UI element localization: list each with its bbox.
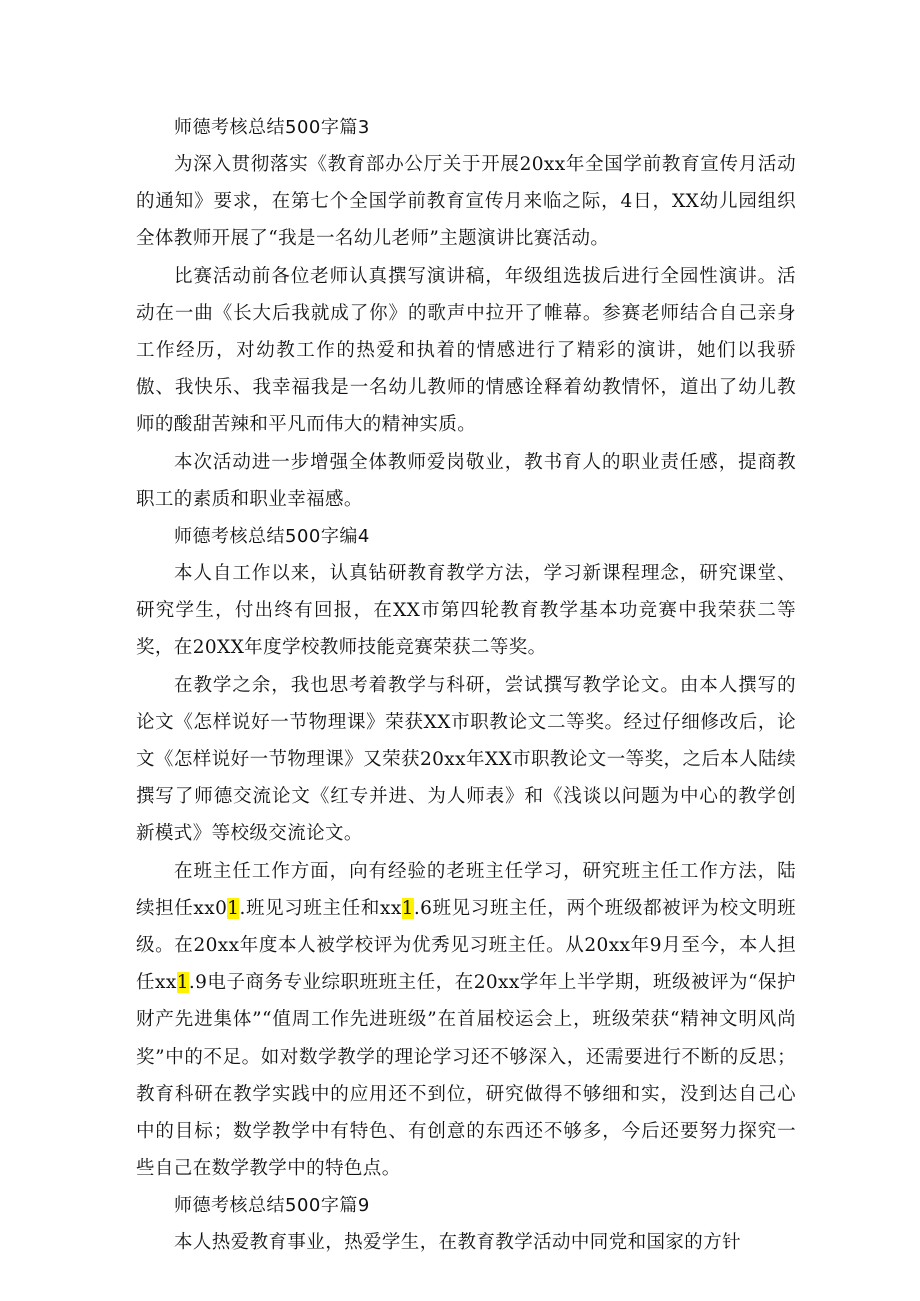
highlighted-paragraph xyxy=(136,853,796,1188)
text-run: .9电子商务专业综职班班主任，在20xx学年上半学期，班级被评为“保护财产先进集体”“值周工作先进班级”在首届校运会上，班级荣获“精神文明风尚奖”中的不足。如对数学教学的理论学习还不够深入，还需要进行不断的反思；教育科研在教学实践中的应用还不到位，研究做得不够细和实，没到达自己心中的目标；数学教学中有特色、有创意的东西还不够多，今后还要努力探究一些自己在数学教学中的特色点。 xyxy=(136,972,796,1180)
paragraph: 本人自工作以来，认真钻研教育教学方法，学习新课程理念，研究课堂、研究学生，付出终有回报，在XX市第四轮教育教学基本功竞赛中我荣获二等奖，在20XX年度学校教师技能竞赛荣获二等奖。 xyxy=(136,563,796,659)
paragraph: 为深入贯彻落实《教育部办公厅关于开展20xx年全国学前教育宣传月活动的通知》要求，在第七个全国学前教育宣传月来临之际，4日，XX幼儿园组织全体教师开展了“我是一名幼儿老师”主题演讲比赛活动。 xyxy=(136,154,796,250)
paragraph: 在教学之余，我也思考着教学与科研，尝试撰写教学论文。由本人撰写的论文《怎样说好一节物理课》荣获XX市职教论文二等奖。经过仔细修改后，论文《怎样说好一节物理课》又荣获20xx年XX市职教论文一等奖，之后本人陆续撰写了师德交流论文《红专并进、为人师表》和《浅谈以问题为中心的教学创新模式》等校级交流论文。 xyxy=(136,674,796,845)
paragraph: 本人热爱教育事业，热爱学生，在教育教学活动中同党和国家的方针 xyxy=(174,1232,742,1254)
highlight-mark: 1 xyxy=(227,897,240,919)
paragraph: 本次活动进一步增强全体教师爱岗敬业，教书育人的职业责任感，提商教职工的素质和职业幸福感。 xyxy=(136,451,796,510)
document-body xyxy=(136,109,796,1262)
text-run: .班见习班主任和xx xyxy=(239,897,402,919)
section-heading-9: 师德考核总结500字篇9 xyxy=(174,1195,370,1217)
section-heading-4: 师德考核总结500字编4 xyxy=(174,526,370,548)
highlight-mark: 1 xyxy=(401,897,414,919)
text-run: 在班主任工作方面，向有经验的老班主任学习，研究班主任工作方法，陆续担任xx0 xyxy=(136,860,796,919)
paragraph: 比赛活动前各位老师认真撰写演讲稿，年级组选拔后进行全园性演讲。活动在一曲《长大后我就成了你》的歌声中拉开了帷幕。参赛老师结合自己亲身工作经历，对幼教工作的热爱和执着的情感进行了精彩的演讲，她们以我骄傲、我快乐、我幸福我是一名幼儿教师的情感诠释着幼教情怀，道出了幼儿教师的酸甜苦辣和平凡而伟大的精神实质。 xyxy=(136,265,796,436)
section-heading-3: 师德考核总结500字篇3 xyxy=(174,117,370,138)
highlight-mark: 1 xyxy=(176,972,189,994)
text-run: .6班见习班主任，两个班级都被评为校文明班级。在20xx年度本人被学校评为优秀见习班主任。从20xx年9月至今，本人担任xx xyxy=(136,897,797,994)
